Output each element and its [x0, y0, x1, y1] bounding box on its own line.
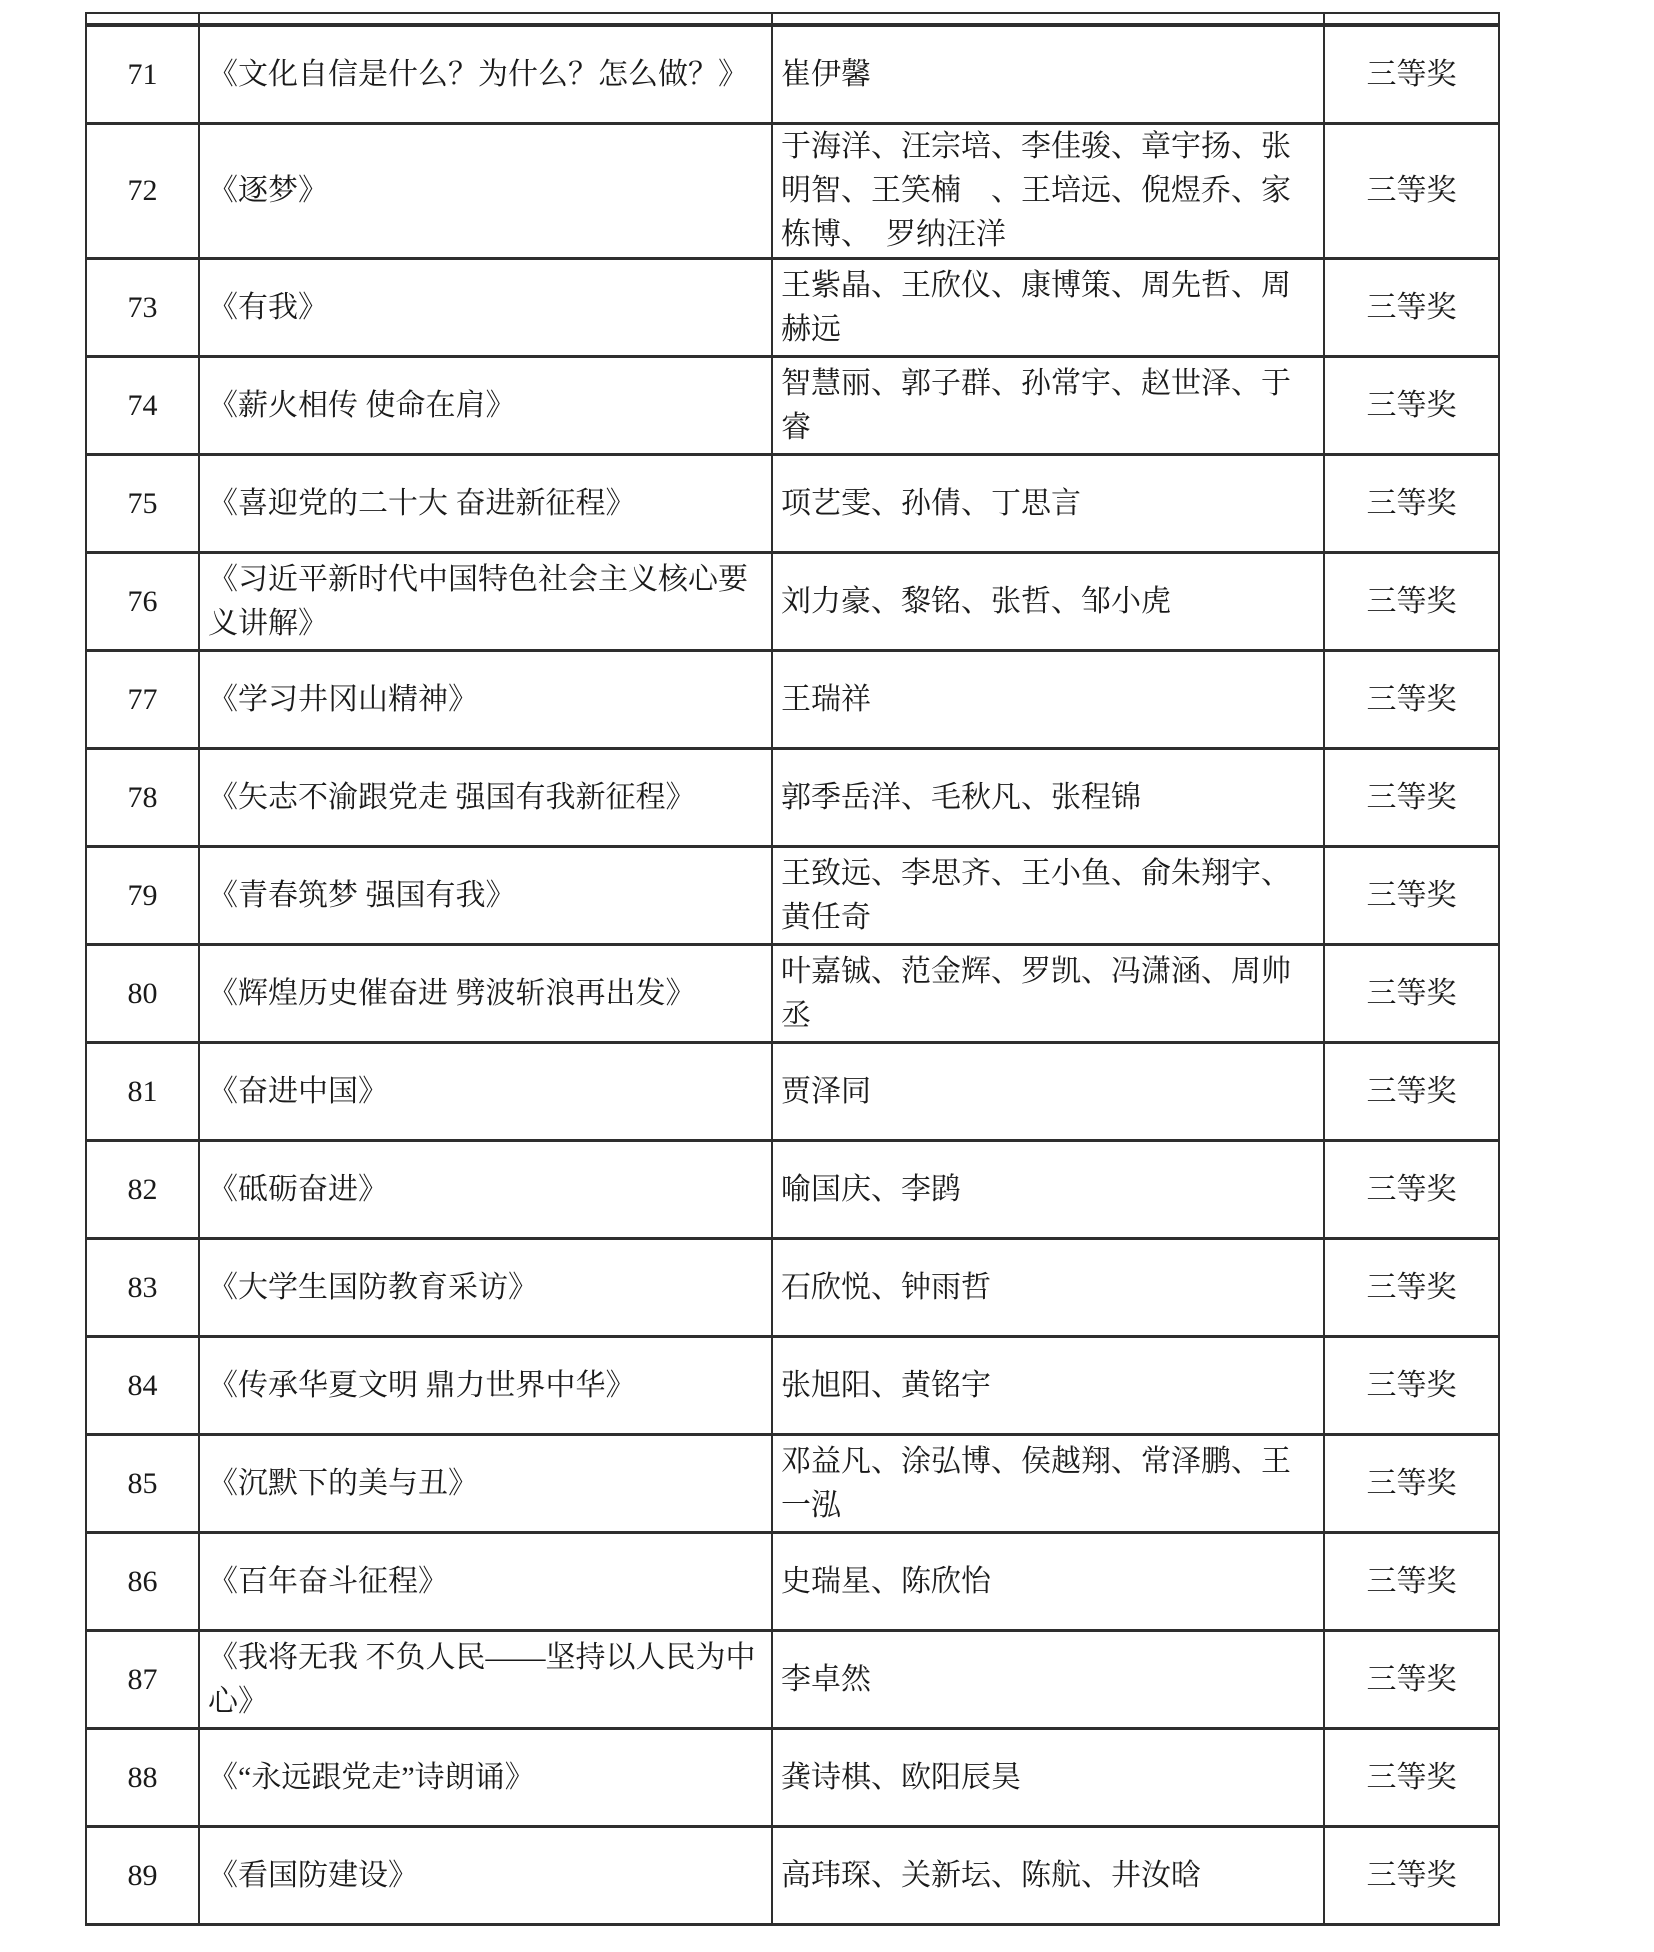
- cell-title: 《辉煌历史催奋进 劈波斩浪再出发》: [199, 945, 772, 1043]
- cell-title: 《有我》: [199, 259, 772, 357]
- table-row: [86, 553, 1499, 651]
- cell-number: 77: [86, 651, 199, 749]
- cell-number: 76: [86, 553, 199, 651]
- cell-award: 三等奖: [1324, 1533, 1499, 1631]
- cell-title: 《习近平新时代中国特色社会主义核心要义讲解》: [199, 553, 772, 651]
- cell-authors: 王紫晶、王欣仪、康博策、周先哲、周赫远: [772, 259, 1324, 357]
- cell-award: 三等奖: [1324, 1239, 1499, 1337]
- cell-title: 《沉默下的美与丑》: [199, 1435, 772, 1533]
- table-row: [86, 1043, 1499, 1141]
- table-row: [86, 651, 1499, 749]
- cell-award: 三等奖: [1324, 1337, 1499, 1435]
- cell-number: 79: [86, 847, 199, 945]
- cell-award: 三等奖: [1324, 749, 1499, 847]
- cell-authors: 王瑞祥: [772, 651, 1324, 749]
- cell-title: 《“永远跟党走”诗朗诵》: [199, 1729, 772, 1827]
- cell-number: 88: [86, 1729, 199, 1827]
- cell-authors: 史瑞星、陈欣怡: [772, 1533, 1324, 1631]
- cell-authors: 智慧丽、郭子群、孙常宇、赵世泽、于睿: [772, 357, 1324, 455]
- cell-authors: 王致远、李思齐、王小鱼、俞朱翔宇、黄任奇: [772, 847, 1324, 945]
- cell-title: 《青春筑梦 强国有我》: [199, 847, 772, 945]
- cell-title: 《传承华夏文明 鼎力世界中华》: [199, 1337, 772, 1435]
- cell-authors: 李卓然: [772, 1631, 1324, 1729]
- table-row: [86, 1533, 1499, 1631]
- cell-number: 87: [86, 1631, 199, 1729]
- cell-title: 《矢志不渝跟党走 强国有我新征程》: [199, 749, 772, 847]
- cell-authors: 邓益凡、涂弘博、侯越翔、常泽鹏、王一泓: [772, 1435, 1324, 1533]
- cell-authors: 石欣悦、钟雨哲: [772, 1239, 1324, 1337]
- table-row: [86, 1827, 1499, 1925]
- table-row: [86, 124, 1499, 259]
- cell-award: 三等奖: [1324, 945, 1499, 1043]
- cell-title: 《喜迎党的二十大 奋进新征程》: [199, 455, 772, 553]
- cell-number: 81: [86, 1043, 199, 1141]
- cell-number: 89: [86, 1827, 199, 1925]
- cell-award: 三等奖: [1324, 455, 1499, 553]
- cell-number: 73: [86, 259, 199, 357]
- cell-title: 《学习井冈山精神》: [199, 651, 772, 749]
- cell-authors: 龚诗棋、欧阳辰昊: [772, 1729, 1324, 1827]
- awards-table-wrapper: [85, 12, 1500, 1926]
- table-row: [86, 25, 1499, 124]
- cut-off-cell: [86, 13, 199, 25]
- cell-award: 三等奖: [1324, 651, 1499, 749]
- cell-number: 85: [86, 1435, 199, 1533]
- cell-award: 三等奖: [1324, 847, 1499, 945]
- cell-title: 《逐梦》: [199, 124, 772, 259]
- table-row: [86, 1141, 1499, 1239]
- cell-title: 《看国防建设》: [199, 1827, 772, 1925]
- cell-authors: 高玮琛、关新坛、陈航、井汝晗: [772, 1827, 1324, 1925]
- cut-off-cell: [1324, 13, 1499, 25]
- awards-table: [85, 12, 1500, 1926]
- cell-number: 83: [86, 1239, 199, 1337]
- table-row: [86, 847, 1499, 945]
- cell-award: 三等奖: [1324, 1141, 1499, 1239]
- table-row: [86, 1631, 1499, 1729]
- cut-off-cell: [199, 13, 772, 25]
- cell-title: 《文化自信是什么？为什么？怎么做？》: [199, 25, 772, 124]
- cell-award: 三等奖: [1324, 1043, 1499, 1141]
- table-row: [86, 945, 1499, 1043]
- cell-number: 80: [86, 945, 199, 1043]
- cell-authors: 项艺雯、孙倩、丁思言: [772, 455, 1324, 553]
- table-row: [86, 455, 1499, 553]
- cell-authors: 叶嘉铖、范金辉、罗凯、冯潇涵、周帅丞: [772, 945, 1324, 1043]
- cell-number: 84: [86, 1337, 199, 1435]
- cell-title: 《我将无我 不负人民——坚持以人民为中心》: [199, 1631, 772, 1729]
- table-row: [86, 1729, 1499, 1827]
- cell-number: 74: [86, 357, 199, 455]
- cell-title: 《百年奋斗征程》: [199, 1533, 772, 1631]
- table-row: [86, 357, 1499, 455]
- table-row: [86, 259, 1499, 357]
- cell-authors: 张旭阳、黄铭宇: [772, 1337, 1324, 1435]
- awards-table-body: [86, 13, 1499, 1925]
- cell-award: 三等奖: [1324, 1631, 1499, 1729]
- table-row: [86, 1435, 1499, 1533]
- cell-authors: 于海洋、汪宗培、李佳骏、章宇扬、张明智、王笑楠 、王培远、倪煜乔、家栋博、 罗纳汪洋: [772, 124, 1324, 259]
- cell-title: 《大学生国防教育采访》: [199, 1239, 772, 1337]
- cell-award: 三等奖: [1324, 259, 1499, 357]
- cell-number: 71: [86, 25, 199, 124]
- cell-award: 三等奖: [1324, 1729, 1499, 1827]
- cell-number: 86: [86, 1533, 199, 1631]
- cell-award: 三等奖: [1324, 1827, 1499, 1925]
- table-row: [86, 1337, 1499, 1435]
- cell-title: 《奋进中国》: [199, 1043, 772, 1141]
- cell-authors: 贾泽同: [772, 1043, 1324, 1141]
- cell-authors: 刘力豪、黎铭、张哲、邹小虎: [772, 553, 1324, 651]
- table-row: [86, 749, 1499, 847]
- cell-award: 三等奖: [1324, 357, 1499, 455]
- cell-authors: 喻国庆、李鹍: [772, 1141, 1324, 1239]
- cell-award: 三等奖: [1324, 553, 1499, 651]
- cell-number: 72: [86, 124, 199, 259]
- cell-award: 三等奖: [1324, 1435, 1499, 1533]
- cell-number: 75: [86, 455, 199, 553]
- cell-title: 《薪火相传 使命在肩》: [199, 357, 772, 455]
- cut-off-previous-row: [86, 13, 1499, 25]
- cell-number: 78: [86, 749, 199, 847]
- cell-authors: 崔伊馨: [772, 25, 1324, 124]
- cell-title: 《砥砺奋进》: [199, 1141, 772, 1239]
- cut-off-cell: [772, 13, 1324, 25]
- cell-authors: 郭季岳洋、毛秋凡、张程锦: [772, 749, 1324, 847]
- table-row: [86, 1239, 1499, 1337]
- cell-award: 三等奖: [1324, 25, 1499, 124]
- cell-award: 三等奖: [1324, 124, 1499, 259]
- cell-number: 82: [86, 1141, 199, 1239]
